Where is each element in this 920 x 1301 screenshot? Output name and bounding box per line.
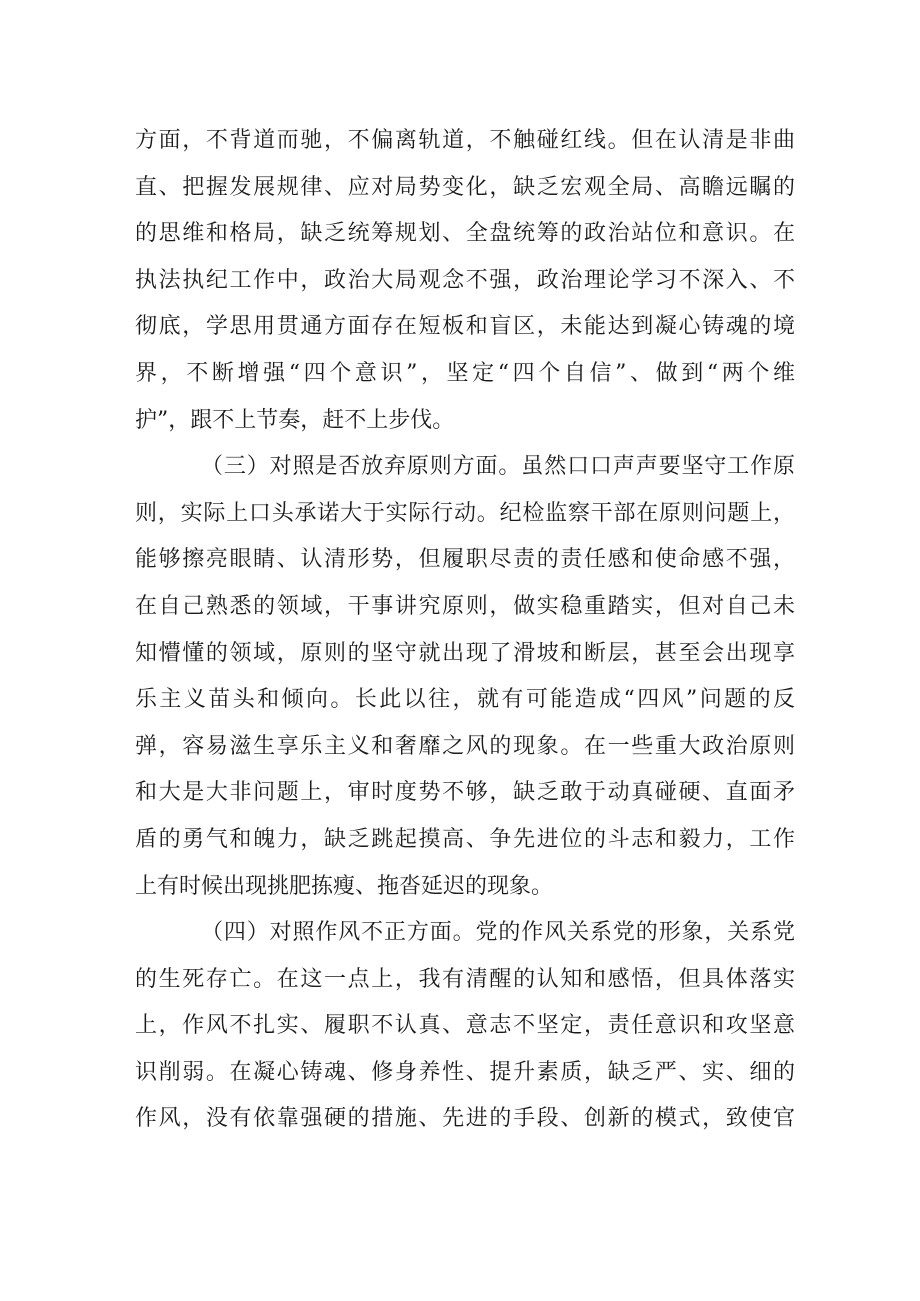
text-line: 上，作风不扎实、履职不认真、意志不坚定，责任意识和攻坚意 xyxy=(135,1013,795,1039)
text-line: 乐主义苗头和倾向。长此以往，就有可能造成“四风”问题的反 xyxy=(135,687,795,713)
text-line: 盾的勇气和魄力，缺乏跳起摸高、争先进位的斗志和毅力，工作 xyxy=(135,826,795,852)
text-line: 彻底，学思用贯通方面存在短板和盲区，未能达到凝心铸魂的境 xyxy=(135,314,795,340)
text-line: 和大是大非问题上，审时度势不够，缺乏敢于动真碰硬、直面矛 xyxy=(135,780,795,806)
text-line: 的生死存亡。在这一点上，我有清醒的认知和感悟，但具体落实 xyxy=(135,966,795,992)
text-line: 的思维和格局，缺乏统筹规划、全盘统筹的政治站位和意识。在 xyxy=(135,221,795,247)
document-body xyxy=(135,118,795,1143)
text-line: 作风，没有依靠强硬的措施、先进的手段、创新的模式，致使官 xyxy=(135,1106,795,1132)
text-line: 能够擦亮眼睛、认清形势，但履职尽责的责任感和使命感不强， xyxy=(135,547,795,573)
text-line: （三）对照是否放弃原则方面。虽然口口声声要坚守工作原 xyxy=(201,454,795,480)
text-line: （四）对照作风不正方面。党的作风关系党的形象，关系党 xyxy=(201,920,795,946)
text-line: 界，不断增强“四个意识”，坚定“四个自信”、做到“两个维 xyxy=(135,360,795,386)
text-line: 知懵懂的领域，原则的坚守就出现了滑坡和断层，甚至会出现享 xyxy=(135,640,795,666)
text-line: 则，实际上口头承诺大于实际行动。纪检监察干部在原则问题上， xyxy=(135,500,795,526)
text-line: 识削弱。在凝心铸魂、修身养性、提升素质，缺乏严、实、细的 xyxy=(135,1059,795,1085)
text-line: 执法执纪工作中，政治大局观念不强，政治理论学习不深入、不 xyxy=(135,267,795,293)
text-line: 护”，跟不上节奏，赶不上步伐。 xyxy=(135,407,455,433)
text-line: 在自己熟悉的领域，干事讲究原则，做实稳重踏实，但对自己未 xyxy=(135,593,795,619)
text-line: 弹，容易滋生享乐主义和奢靡之风的现象。在一些重大政治原则 xyxy=(135,733,795,759)
text-line: 方面，不背道而驰，不偏离轨道，不触碰红线。但在认清是非曲 xyxy=(135,128,795,153)
text-line: 上有时候出现挑肥拣瘦、拖沓延迟的现象。 xyxy=(135,873,554,899)
text-line: 直、把握发展规律、应对局势变化，缺乏宏观全局、高瞻远瞩的 xyxy=(135,174,795,200)
